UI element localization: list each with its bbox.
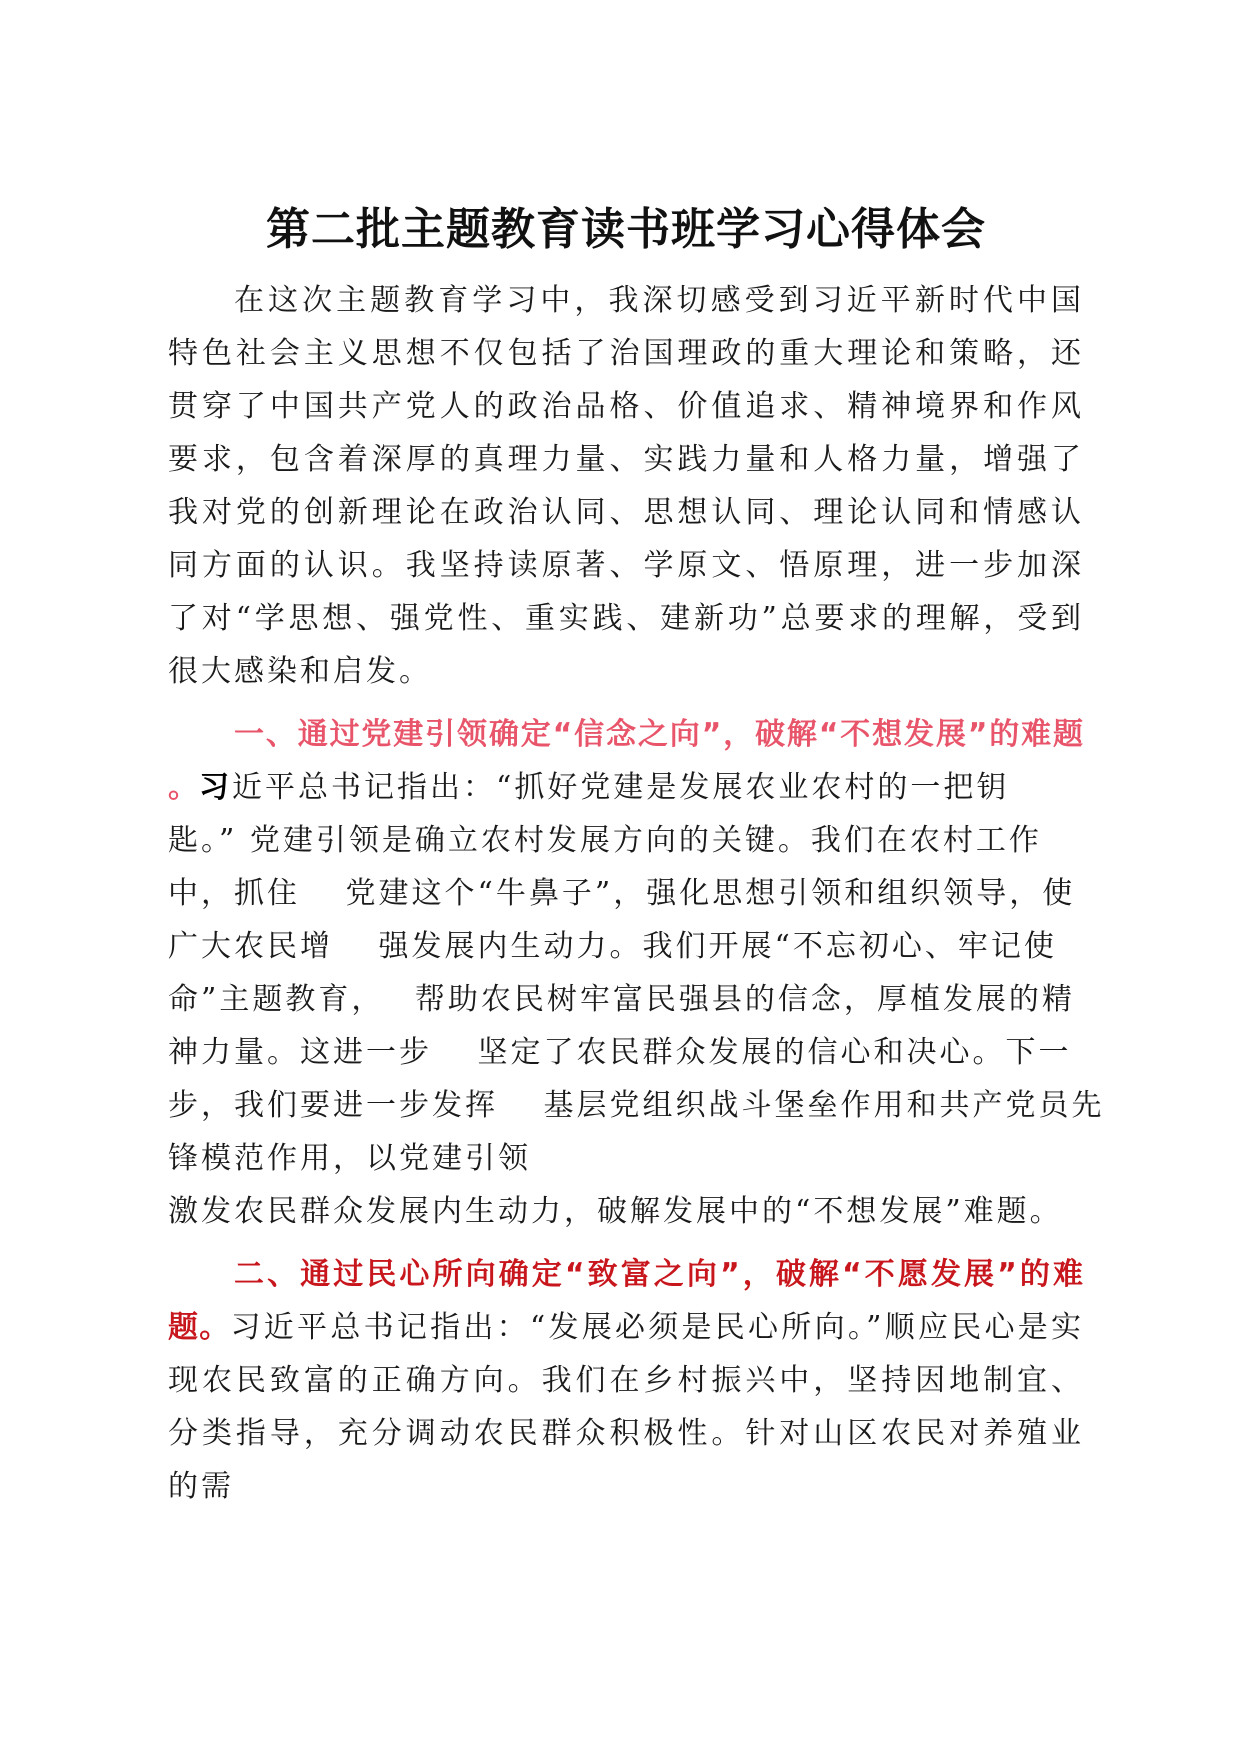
section-1-line-8: 锋模范作用，以党建引领 (168, 1141, 531, 1176)
section-1-line-7: 步，我们要进一步发挥 基层党组织战斗堡垒作用和共产党员先 (168, 1088, 1105, 1123)
section-1 (168, 708, 1105, 1238)
section-1-line-9: 激发农民群众发展内生动力，破解发展中的“不想发展”难题。 (168, 1194, 1063, 1229)
section-1-line-2: 匙。” 党建引领是确立农村发展方向的关键。我们在农村工作 (168, 823, 1042, 858)
document-title: 第二批主题教育读书班学习心得体会 (266, 204, 986, 255)
section-1-lead-char: 习 (199, 770, 232, 805)
section-1-line-3: 中，抓住 党建这个“牛鼻子”，强化思想引领和组织领导，使 (168, 876, 1076, 911)
section-2-body: 习近平总书记指出：“发展必须是民心所向。”顺应民心是实现农民致富的正确方向。我们在乡村振兴中，坚持因地制宜、分类指导，充分调动农民群众积极性。针对山区农民对养殖业的需 (168, 1310, 1084, 1504)
section-2 (168, 1248, 1084, 1513)
section-1-line-5: 命”主题教育， 帮助农民树牢富民强县的信念，厚植发展的精 (168, 982, 1075, 1017)
section-1-line-4: 广大农民增 强发展内生动力。我们开展“不忘初心、牢记使 (168, 929, 1057, 964)
section-1-line-6: 神力量。这进一步 坚定了农民群众发展的信心和决心。下一 (168, 1035, 1072, 1070)
section-1-line-1: 近平总书记指出：“抓好党建是发展农业农村的一把钥 (232, 770, 1010, 805)
document-page (168, 200, 1105, 1523)
section-1-heading: 一、通过党建引领确定“信念之向”，破解“不想发展”的难题 。 (168, 717, 1084, 805)
section-2-heading: 二、通过民心所向确定“致富之向”，破解“不愿发展”的难题。 (168, 1257, 1084, 1345)
intro-paragraph: 在这次主题教育学习中，我深切感受到习近平新时代中国特色社会主义思想不仅包括了治国理政的重大理论和策略，还贯穿了中国共产党人的政治品格、价值追求、精神境界和作风要求，包含着深厚的真理力量、实践力量和人格力量，增强了我对党的创新理论在政治认同、思想认同、理论认同和情感认同方面的认识。我坚持读原著、学原文、悟原理，进一步加深了对“学思想、强党性、重实践、建新功”总要求的理解，受到很大感染和启发。 (168, 283, 1084, 689)
